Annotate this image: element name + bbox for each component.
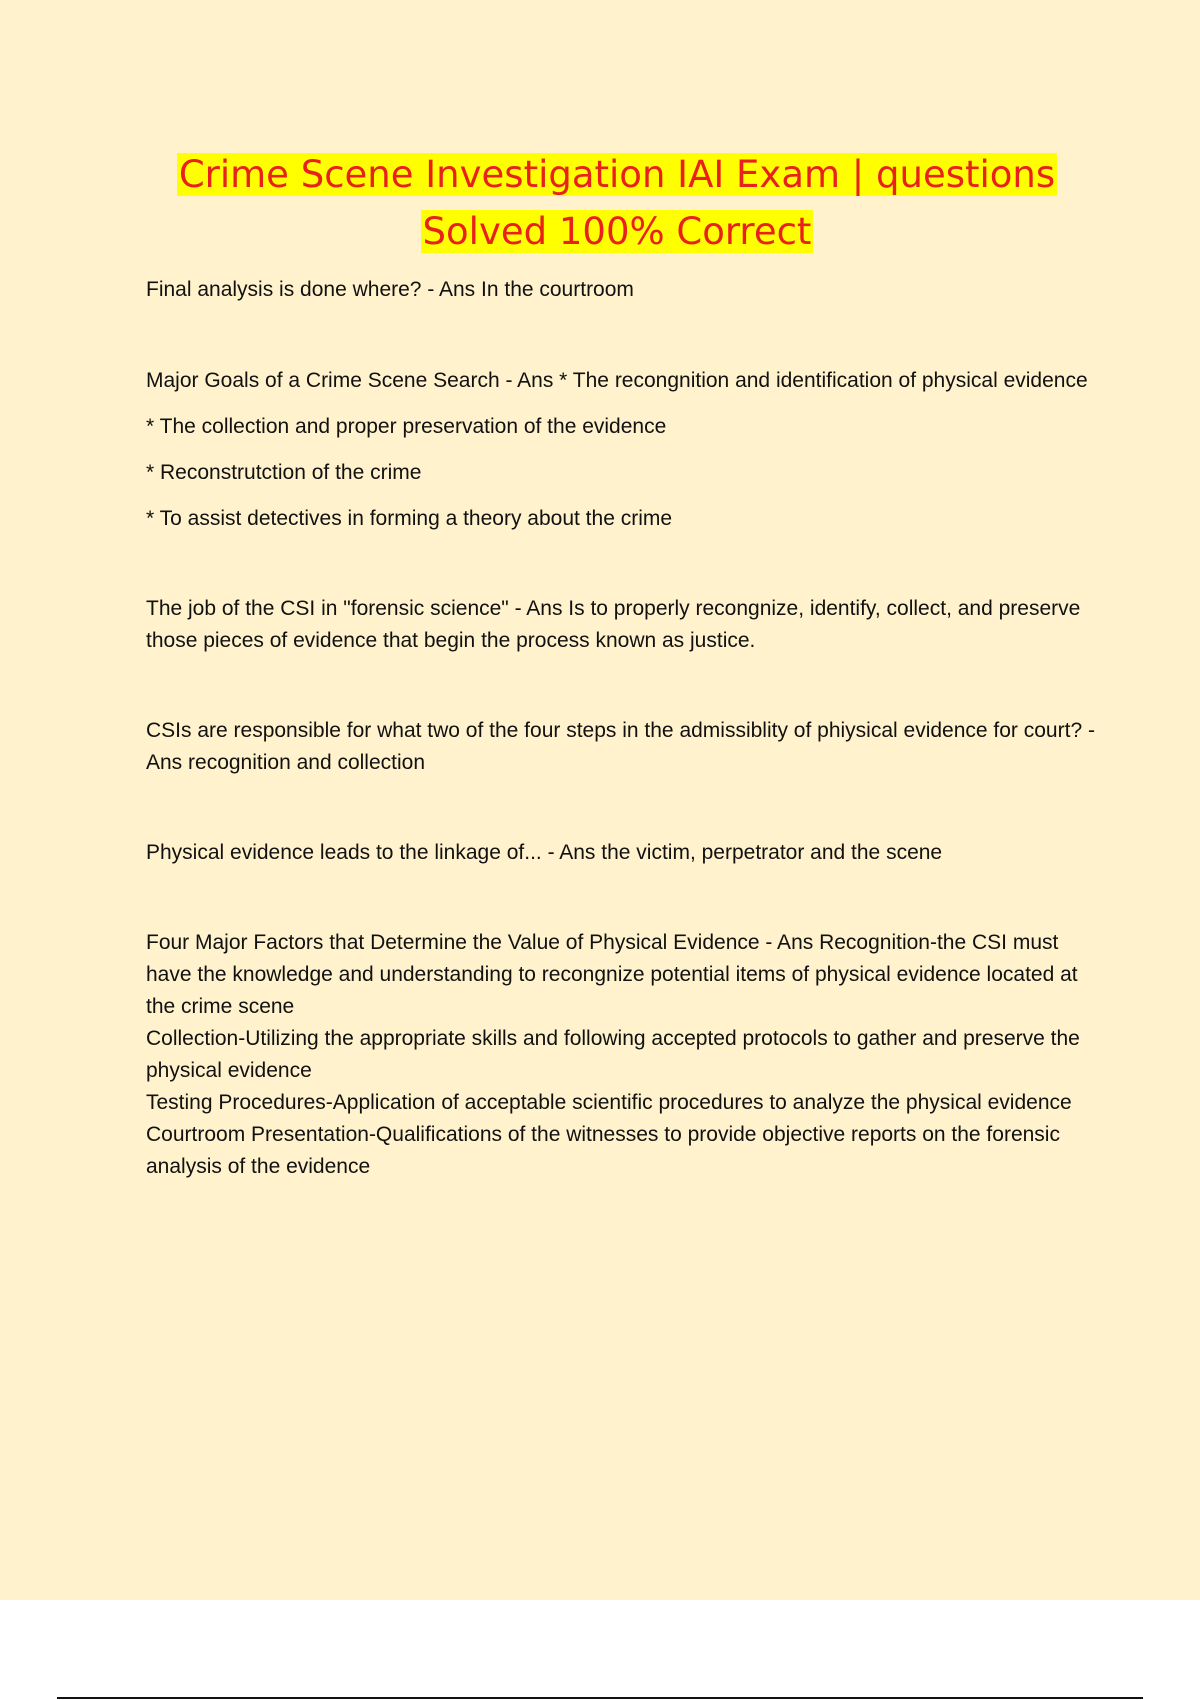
qa-paragraph: Testing Procedures-Application of acceptable scientific procedures to analyze the physical evidence bbox=[146, 1091, 1072, 1114]
qa-paragraph: The job of the CSI in "forensic science" - Ans Is to properly recongnize, identify, collect, and preserve those pieces of evidence that begin the process known as justice. bbox=[146, 597, 1081, 652]
qa-bullet: * The collection and proper preservation of the evidence bbox=[146, 415, 667, 438]
qa-item-four-factors bbox=[146, 927, 1106, 1183]
title-line-2: Solved 100% Correct bbox=[422, 210, 812, 253]
qa-item-final-analysis bbox=[146, 274, 1106, 306]
qa-item-linkage bbox=[146, 837, 1106, 869]
qa-paragraph: Four Major Factors that Determine the Value of Physical Evidence - Ans Recognition-the CSI must have the knowledge and understanding to recongnize potential items of physical evidence located at the crime scene bbox=[146, 931, 1078, 1018]
qa-bullet: * Reconstrutction of the crime bbox=[146, 461, 422, 484]
qa-paragraph: Final analysis is done where? - Ans In the courtroom bbox=[146, 278, 634, 301]
qa-paragraph: Physical evidence leads to the linkage of... - Ans the victim, perpetrator and the scene bbox=[146, 841, 943, 864]
qa-item-admissibility bbox=[146, 715, 1106, 779]
title-line-1: Crime Scene Investigation IAI Exam | questions bbox=[178, 153, 1056, 196]
qa-bullet: * To assist detectives in forming a theory about the crime bbox=[146, 507, 673, 530]
qa-item-major-goals bbox=[146, 365, 1106, 535]
qa-item-csi-job bbox=[146, 593, 1106, 657]
qa-list bbox=[146, 274, 1106, 1241]
document-title bbox=[0, 146, 1200, 260]
qa-paragraph: Major Goals of a Crime Scene Search - Ans * The recongnition and identification of physical evidence bbox=[146, 369, 1088, 392]
qa-paragraph: CSIs are responsible for what two of the four steps in the admissiblity of phiysical evidence for court? - Ans recognition and collection bbox=[146, 719, 1095, 774]
qa-paragraph: Collection-Utilizing the appropriate skills and following accepted protocols to gather and preserve the physical evidence bbox=[146, 1027, 1080, 1082]
footer-divider bbox=[57, 1697, 1143, 1699]
qa-paragraph: Courtroom Presentation-Qualifications of the witnesses to provide objective reports on the forensic analysis of the evidence bbox=[146, 1123, 1060, 1178]
